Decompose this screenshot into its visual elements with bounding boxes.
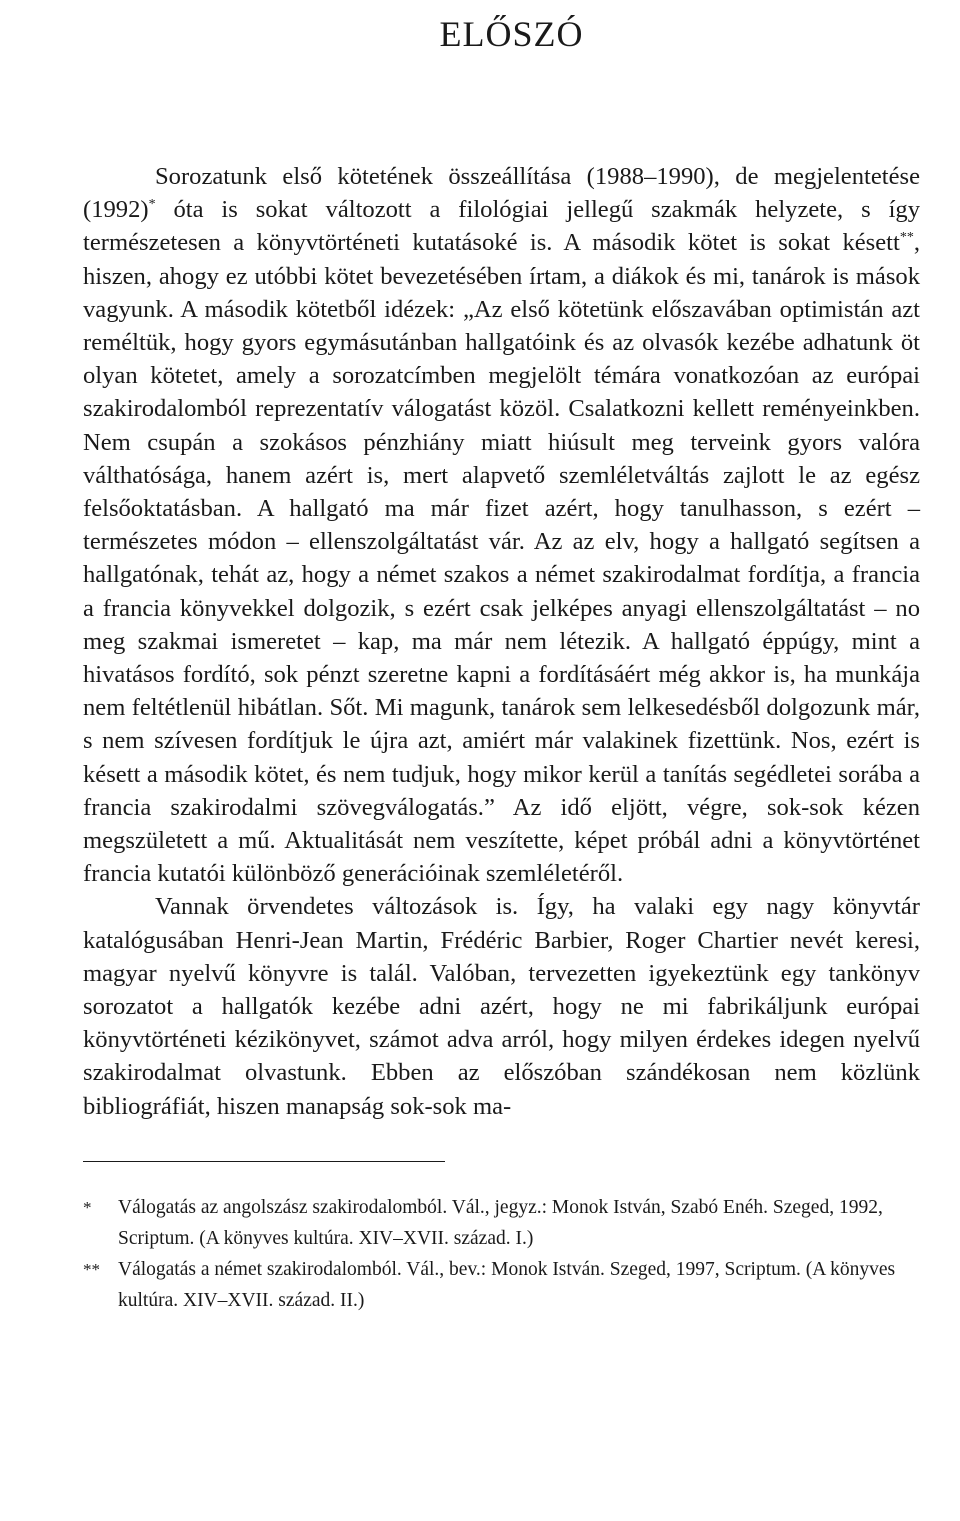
page-title: ELŐSZÓ xyxy=(439,14,584,54)
footnote-1-mark: * xyxy=(83,1197,92,1217)
paragraph-2: Vannak örvendetes változások is. Így, ha valaki egy nagy könyvtár katalógusában Henri-Jean Martin, Frédéric Barbier, Roger Chartier nevét keresi, magyar nyelvű könyvre is talál. Valóban, tervezetten igyekeztünk egy tankönyv sorozatot a hallgatók kezébe adni azért, hogy ne mi fabrikáljunk európai könyvtörténeti kézikönyvet, számot adva arról, hogy milyen érdekes idegen nyelvű szakirodalmat olvastunk. Ebben az előszóban szándékosan nem közlünk bibliográfiát, hiszen manapság sok-sok ma- xyxy=(83,893,920,1120)
paragraph-1 xyxy=(83,160,920,890)
paragraph-1-part-2: óta is sokat változott a filológiai jellegű szakmák helyzete, s így természetesen a könyvtörténeti kutatásoké is. A második kötet is sokat késett xyxy=(83,196,920,257)
body-text xyxy=(83,160,920,1123)
footnote-ref-2: ** xyxy=(899,230,914,246)
footnote-2-mark: ** xyxy=(83,1259,100,1279)
footnote-divider xyxy=(83,1161,445,1162)
footnotes xyxy=(83,1192,920,1316)
paragraph-1-part-1: Sorozatunk első kötetének összeállítása (1988–1990), de megjelentetése (1992) xyxy=(83,163,920,224)
footnote-2 xyxy=(83,1254,920,1316)
paragraph-1-part-3: , hiszen, ahogy ez utóbbi kötet bevezetésében írtam, a diákok és mi, tanárok is mások vagyunk. A második kötetből idézek: „Az első kötetünk előszavában optimistán azt reméltük, hogy gyors egymásutánban hallgatóink és az olvasók kezébe adhatunk öt olyan kötetet, amely a sorozatcímben megjelölt témára vonatkozóan az európai szakirodalomból reprezentatív válogatást közöl. Csalatkozni kellett reményeinkben. Nem csupán a szokásos pénzhiány miatt hiúsult meg terveink gyors valóra válthatósága, hanem azért is, mert alapvető szemléletváltás zajlott le az egész felsőoktatásban. A hallgató ma már fizet azért, hogy tanulhasson, s ezért – természetes módon – ellenszolgáltatást vár. Az az elv, hogy a hallgató segítsen a hallgatónak, tehát az, hogy a német szakos a német szakirodalmat fordítja, a francia a francia könyvekkel dolgozik, s ezért csak jelképes anyagi ellenszolgáltatást – no meg szakmai ismeretet – kap, ma már nem létezik. A hallgató éppúgy, mint a hivatásos fordító, sok pénzt szeretne kapni a fordításáért még akkor is, ha munkája nem feltétlenül hibátlan. Sőt. Mi magunk, tanárok sem lelkesedésből dolgozunk már, s nem szívesen fordítjuk le újra azt, amiért már valakinek fizettünk. Nos, ezért is késett a második kötet, és nem tudjuk, hogy mikor kerül a tanítás segédletei sorába a francia szakirodalmi szövegválogatás.” Az idő eljött, végre, sok-sok kézen megszületett a mű. Aktualitását nem veszítette, képet próbál adni a könyvtörténet francia kutatói különböző generációinak szemléletéről. xyxy=(83,229,920,888)
footnote-ref-1: * xyxy=(148,197,156,213)
footnote-2-text: Válogatás a német szakirodalomból. Vál., bev.: Monok István. Szeged, 1997, Scriptum. (A könyves kultúra. XIV–XVII. század. II.) xyxy=(118,1258,896,1311)
footnote-1 xyxy=(83,1192,920,1254)
footnote-1-text: Válogatás az angolszász szakirodalomból. Vál., jegyz.: Monok István, Szabó Enéh. Szeged, 1992, Scriptum. (A könyves kultúra. XIV–XVII. század. I.) xyxy=(118,1196,883,1249)
